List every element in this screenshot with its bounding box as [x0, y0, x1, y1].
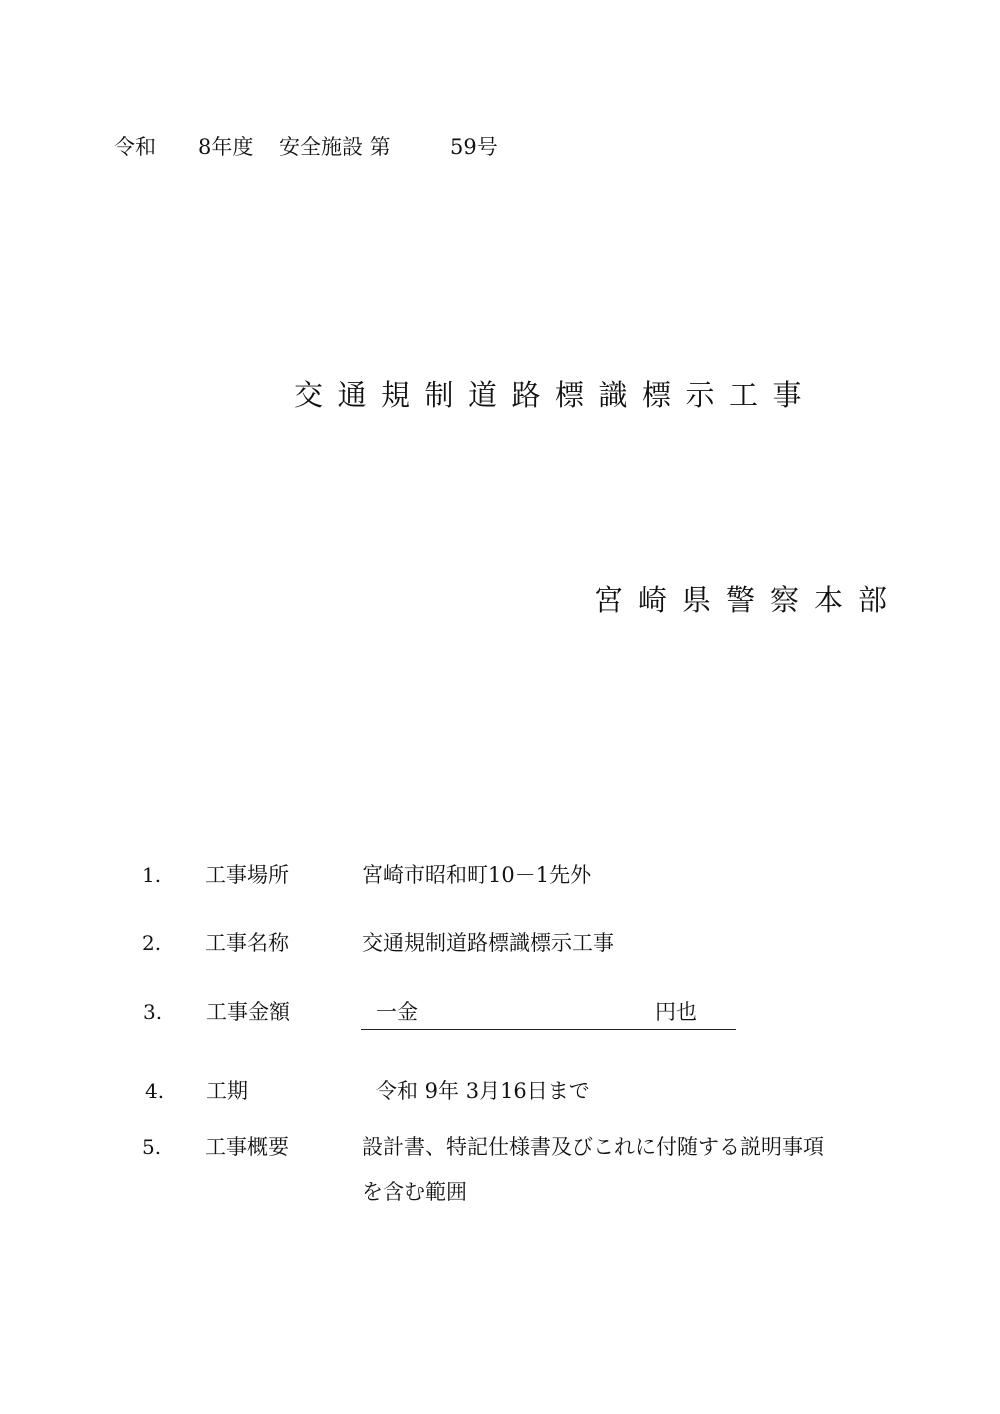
- item-label-period: 工期: [206, 1079, 248, 1103]
- item-label-name: 工事名称: [205, 931, 289, 955]
- organization-name: 宮崎県警察本部: [594, 583, 903, 617]
- item-value-summary-line2: を含む範囲: [362, 1180, 467, 1204]
- item-value-name: 交通規制道路標識標示工事: [362, 931, 614, 955]
- project-title: 交通規制道路標識標示工事: [294, 378, 817, 412]
- item-label-summary: 工事概要: [205, 1135, 289, 1159]
- item-number: 1.: [142, 863, 162, 887]
- header-era: 令和: [114, 135, 156, 159]
- item-value-amount-prefix: 一金: [376, 1000, 418, 1024]
- header-category: 安全施設 第: [279, 135, 391, 159]
- item-label-amount: 工事金額: [206, 1000, 290, 1024]
- item-value-location: 宮崎市昭和町10－1先外: [362, 863, 592, 887]
- header-fiscal-year: 8年度: [198, 135, 254, 159]
- item-number: 5.: [142, 1135, 162, 1159]
- item-number: 3.: [143, 1000, 163, 1024]
- item-label-location: 工事場所: [205, 863, 289, 887]
- item-value-period: 令和 9年 3月16日まで: [376, 1079, 590, 1103]
- item-number: 4.: [145, 1079, 165, 1103]
- item-value-amount-suffix: 円也: [655, 1000, 697, 1024]
- item-value-summary-line1: 設計書、特記仕様書及びこれに付随する説明事項: [362, 1135, 824, 1159]
- item-number: 2.: [142, 931, 162, 955]
- amount-underline: [361, 1029, 736, 1030]
- header-number: 59号: [450, 135, 498, 159]
